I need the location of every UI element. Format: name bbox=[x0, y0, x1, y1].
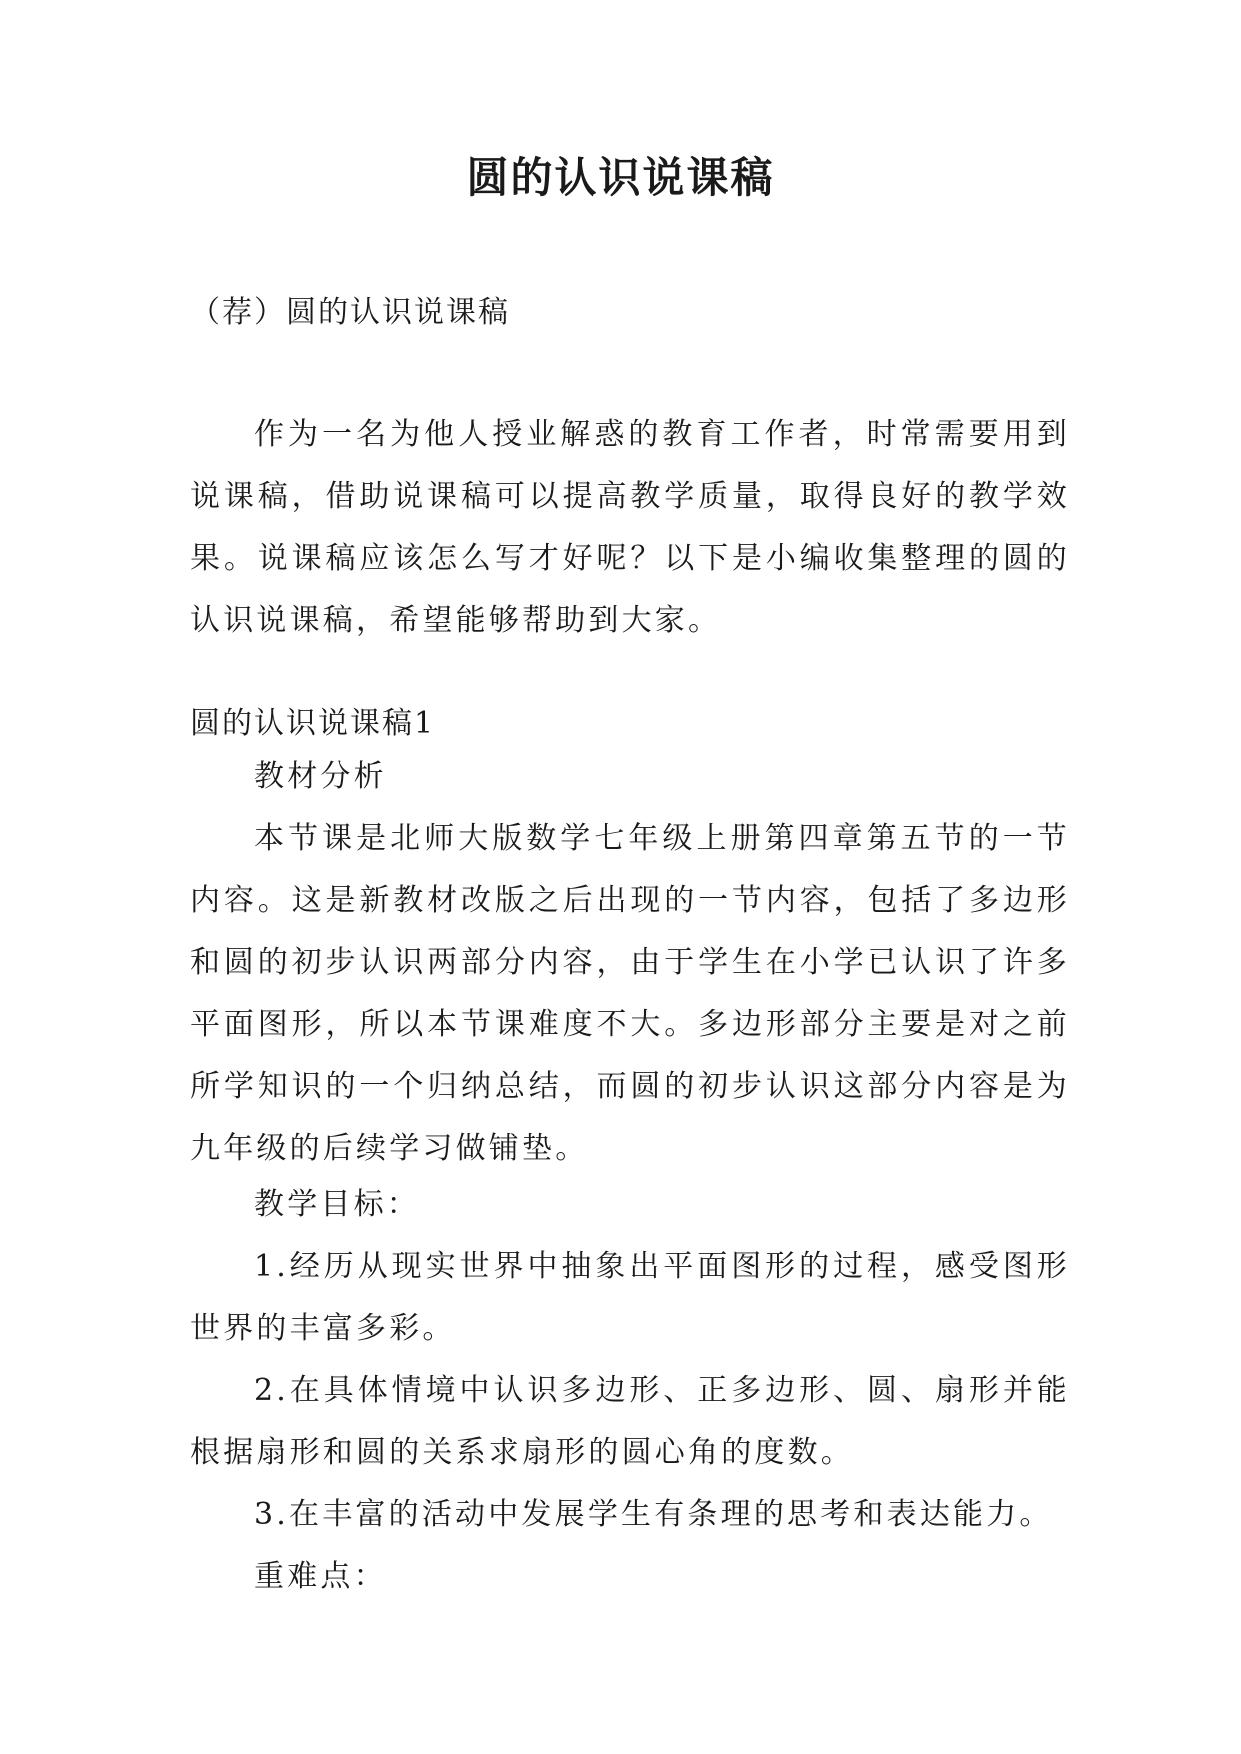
goal-item-2: 2.在具体情境中认识多边形、正多边形、圆、扇形并能根据扇形和圆的关系求扇形的圆心角的度数。 bbox=[190, 1373, 1070, 1470]
document-subtitle: （荐）圆的认识说课稿 bbox=[190, 295, 510, 330]
document-title: 圆的认识说课稿 bbox=[466, 153, 775, 202]
analysis-label: 教材分析 bbox=[254, 759, 387, 794]
key-points-label: 重难点： bbox=[254, 1559, 387, 1594]
goals-label: 教学目标： bbox=[254, 1187, 420, 1222]
goal-item-3: 3.在丰富的活动中发展学生有条理的思考和表达能力。 bbox=[254, 1497, 1053, 1532]
analysis-paragraph: 本节课是北师大版数学七年级上册第四章第五节的一节内容。这是新教材改版之后出现的一节内容，包括了多边形和圆的初步认识两部分内容，由于学生在小学已认识了许多平面图形，所以本节课难度不大。多边形部分主要是对之前所学知识的一个归纳总结，而圆的初步认识这部分内容是为九年级的后续学习做铺垫。 bbox=[190, 821, 1070, 1166]
goal-item-1: 1.经历从现实世界中抽象出平面图形的过程，感受图形世界的丰富多彩。 bbox=[190, 1249, 1070, 1346]
section-heading: 圆的认识说课稿1 bbox=[190, 706, 436, 741]
intro-paragraph: 作为一名为他人授业解惑的教育工作者，时常需要用到说课稿，借助说课稿可以提高教学质量，取得良好的教学效果。说课稿应该怎么写才好呢？以下是小编收集整理的圆的认识说课稿，希望能够帮助到大家。 bbox=[190, 417, 1070, 638]
